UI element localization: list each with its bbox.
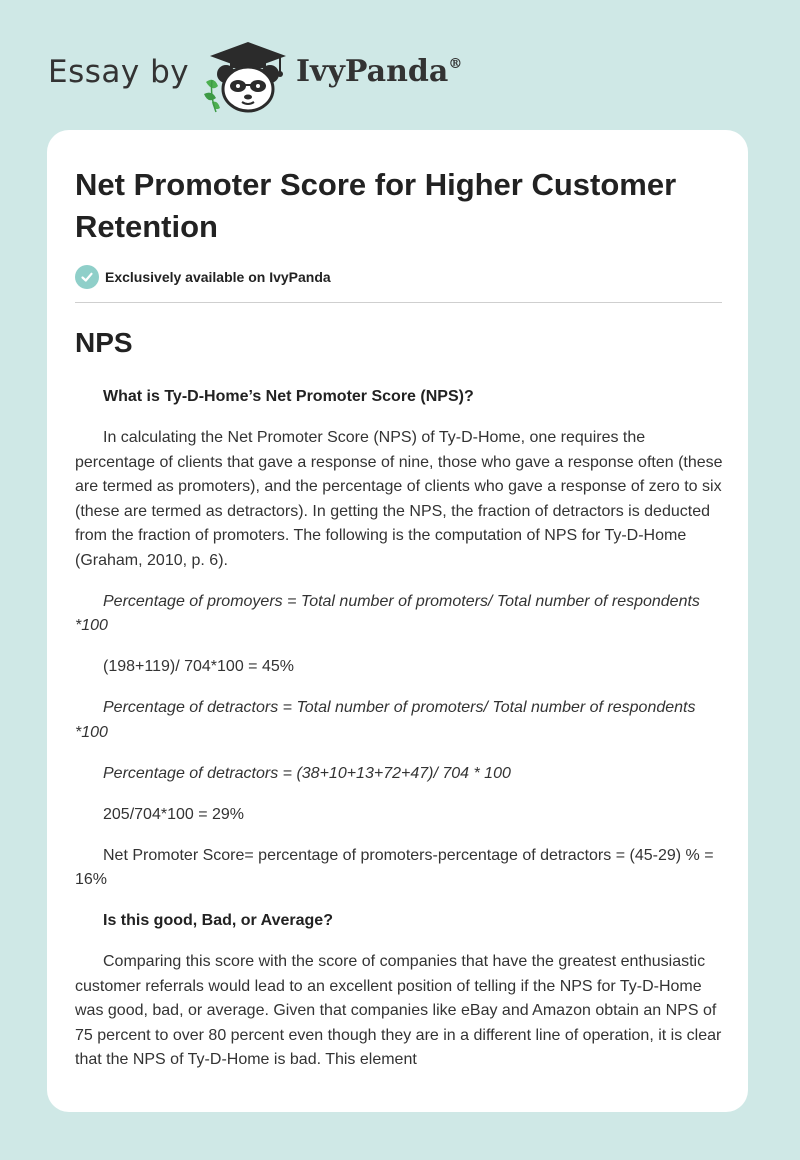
question-heading: Is this good, Bad, or Average?	[103, 912, 333, 929]
paragraph: Net Promoter Score= percentage of promoters-percentage of detractors = (45-29) % = 16%	[75, 846, 714, 888]
section-heading: NPS	[75, 327, 133, 358]
site-brand[interactable]	[48, 36, 478, 116]
essay-title: Net Promoter Score for Higher Customer Retention	[75, 167, 677, 244]
question-heading: What is Ty-D-Home’s Net Promoter Score (NPS)?	[103, 388, 474, 405]
brand-name: IvyPanda®	[296, 54, 463, 89]
paragraph: Percentage of promoyers = Total number of promoters/ Total number of respondents *100	[75, 592, 700, 634]
paragraph: Comparing this score with the score of companies that have the greatest enthusiastic customer referrals would lead to an excellent position of telling if the NPS for Ty-D-Home was good, bad, or average. Given that companies like eBay and Amazon obtain an NPS of 75 percent to over 80 percent even though they are in a different line of operation, it is clear that the NPS of Ty-D-Home is bad. This element	[75, 953, 722, 1068]
title-divider	[75, 302, 722, 303]
paragraph: Percentage of detractors = Total number of promoters/ Total number of respondents *100	[75, 699, 696, 741]
check-icon	[75, 265, 99, 289]
exclusive-badge	[75, 264, 331, 290]
badge-label: Exclusively available on IvyPanda	[105, 269, 331, 285]
brand-prefix: Essay by	[48, 54, 190, 90]
panda-logo-icon	[200, 36, 290, 116]
paragraph: (198+119)/ 704*100 = 45%	[103, 658, 294, 675]
paragraph: In calculating the Net Promoter Score (NPS) of Ty-D-Home, one requires the percentage of clients that gave a response of nine, those who gave a response often (these are termed as promoters), and the percentage of clients who gave a response of zero to six (these are termed as detractors). In getting the NPS, the fraction of detractors is deducted from the fraction of promoters. The following is the computation of NPS for Ty-D-Home (Graham, 2010, p. 6).	[75, 429, 723, 569]
paragraph: 205/704*100 = 29%	[103, 805, 245, 823]
paragraph: Percentage of detractors = (38+10+13+72+47)/ 704 * 100	[103, 764, 511, 782]
essay-card	[47, 130, 748, 1112]
essay-body	[75, 385, 723, 1089]
